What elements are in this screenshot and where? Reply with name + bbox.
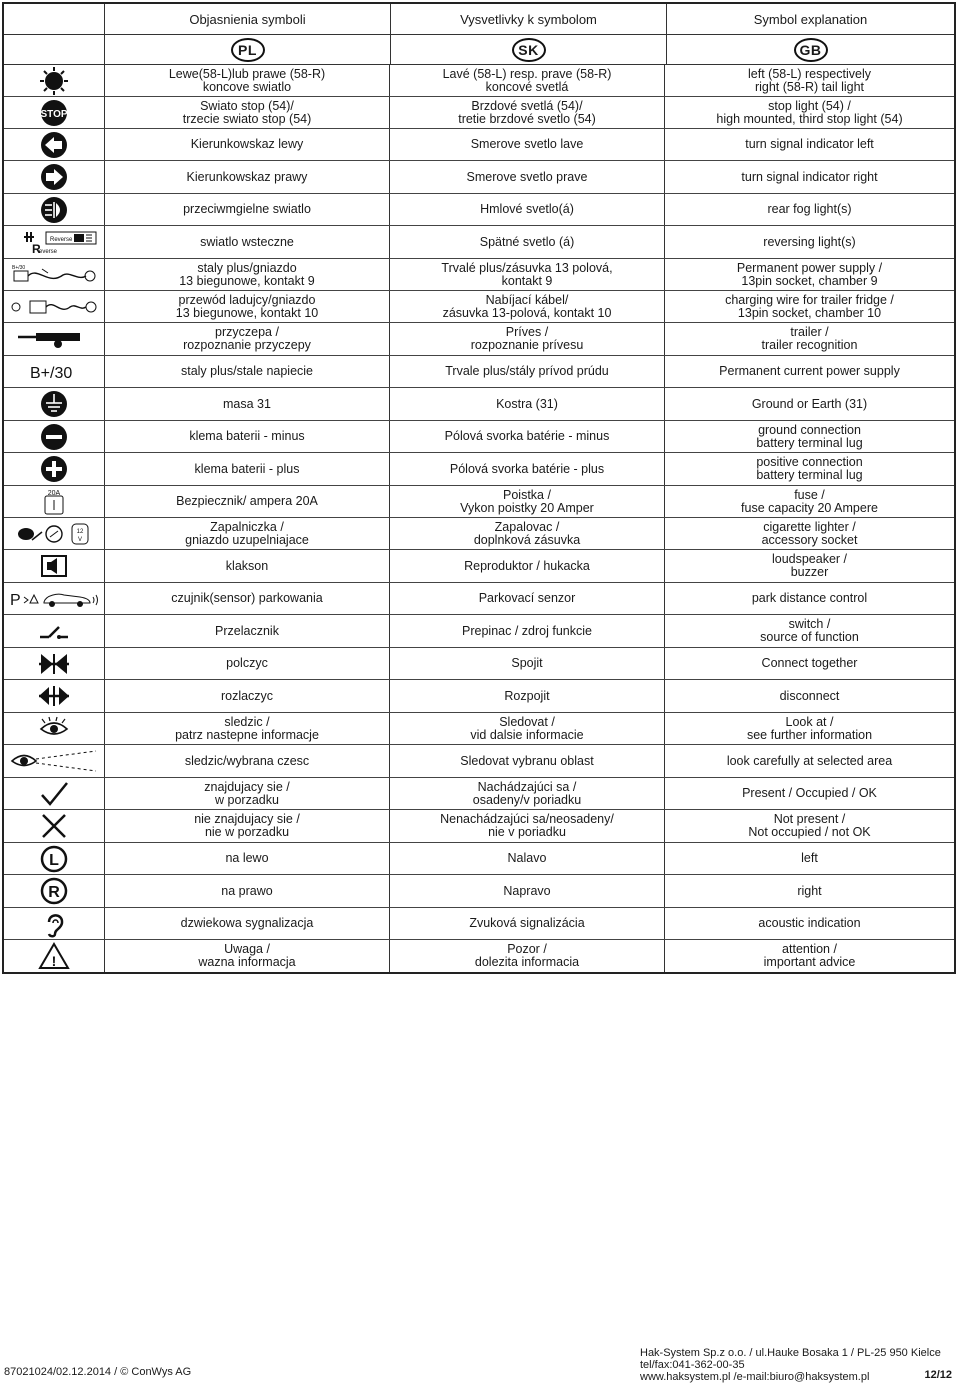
reverse-light-icon: [4, 226, 104, 258]
table-row: [4, 875, 954, 908]
table-row: [4, 486, 954, 518]
parking-sensor-icon: [4, 583, 104, 614]
symbol-table: [2, 2, 956, 974]
cell-pl: staly plus/stale napiecie: [104, 356, 389, 387]
document-id: 87021024/02.12.2014 / © ConWys AG: [4, 1366, 192, 1378]
header-gb: Symbol explanation: [666, 4, 954, 34]
b30-icon: [4, 356, 104, 387]
supply-label: B+/30: [12, 264, 26, 271]
cell-sk: Nalavo: [389, 843, 664, 874]
table-row: [4, 550, 954, 583]
cell-pl: Zapalniczka / gniazdo uzupelniajace: [104, 518, 389, 549]
company-web: www.haksystem.pl /e-mail:biuro@haksystem.pl: [640, 1371, 870, 1383]
cell-sk: Rozpojit: [389, 680, 664, 712]
stop-light-icon: [4, 97, 104, 128]
parking-label: P: [10, 591, 21, 609]
page-number: 12/12: [924, 1369, 952, 1381]
cell-pl: przyczepa / rozpoznanie przyczepy: [104, 323, 389, 355]
cell-sk: Trvale plus/stály prívod prúdu: [389, 356, 664, 387]
table-row: [4, 421, 954, 453]
cell-gb: turn signal indicator right: [664, 161, 954, 193]
cell-pl: nie znajdujacy sie / nie w porzadku: [104, 810, 389, 842]
cell-sk: Nenachádzajúci sa/neosadeny/ nie v poriadku: [389, 810, 664, 842]
cell-sk: Spojit: [389, 648, 664, 679]
cell-sk: Zvuková signalizácia: [389, 908, 664, 939]
cell-gb: stop light (54) / high mounted, third stop light (54): [664, 97, 954, 128]
trailer-icon: [4, 323, 104, 355]
left-label: L: [49, 851, 59, 869]
cell-pl: masa 31: [104, 388, 389, 420]
header-icon-cell: [4, 4, 104, 34]
cell-pl: na prawo: [104, 875, 389, 907]
cell-pl: klema baterii - minus: [104, 421, 389, 452]
cell-sk: Pólová svorka batérie - plus: [389, 453, 664, 485]
cell-pl: dzwiekowa sygnalizacja: [104, 908, 389, 939]
switch-icon: [4, 615, 104, 647]
right-icon: [4, 875, 104, 907]
table-row: [4, 745, 954, 778]
table-row: [4, 810, 954, 843]
cell-sk: Trvalé plus/zásuvka 13 polová, kontakt 9: [389, 259, 664, 290]
table-body: [4, 65, 954, 972]
cell-gb: Not present / Not occupied / not OK: [664, 810, 954, 842]
cell-gb: Present / Occupied / OK: [664, 778, 954, 809]
cell-gb: Connect together: [664, 648, 954, 679]
turn-left-icon: [4, 129, 104, 160]
cell-pl: sledzic / patrz nastepne informacje: [104, 713, 389, 744]
cell-sk: Smerove svetlo prave: [389, 161, 664, 193]
cell-pl: staly plus/gniazdo 13 biegunowe, kontakt 9: [104, 259, 389, 290]
cell-pl: przeciwmgielne swiatlo: [104, 194, 389, 225]
cell-pl: Przelacznik: [104, 615, 389, 647]
company-address: Hak-System Sp.z o.o. / ul.Hauke Bosaka 1 / PL-25 950 Kielce: [640, 1347, 941, 1359]
table-row: [4, 940, 954, 972]
cell-pl: rozlaczyc: [104, 680, 389, 712]
cell-gb: left (58-L) respectively right (58-R) tail light: [664, 65, 954, 96]
cell-gb: acoustic indication: [664, 908, 954, 939]
reverse-label-r: R: [32, 242, 41, 256]
cell-sk: Hmlové svetlo(á): [389, 194, 664, 225]
cell-pl: przewód ladujcy/gniazdo 13 biegunowe, kontakt 10: [104, 291, 389, 322]
cell-pl: znajdujacy sie / w porzadku: [104, 778, 389, 809]
reverse-label-small: everse: [39, 249, 58, 255]
table-row: [4, 648, 954, 680]
language-row: [4, 35, 954, 65]
table-row: [4, 680, 954, 713]
cell-sk: Sledovat vybranu oblast: [389, 745, 664, 777]
table-row: [4, 518, 954, 550]
cell-gb: right: [664, 875, 954, 907]
cell-sk: Poistka / Vykon poistky 20 Amper: [389, 486, 664, 517]
cell-sk: Smerove svetlo lave: [389, 129, 664, 160]
eye-area-icon: [4, 745, 104, 777]
cell-gb: ground connection battery terminal lug: [664, 421, 954, 452]
table-row: [4, 615, 954, 648]
cross-icon: [4, 810, 104, 842]
table-row: [4, 713, 954, 745]
ground-icon: [4, 388, 104, 420]
cell-pl: Swiato stop (54)/ trzecie swiato stop (54): [104, 97, 389, 128]
right-label: R: [48, 884, 60, 901]
cell-gb: loudspeaker / buzzer: [664, 550, 954, 582]
cell-gb: fuse / fuse capacity 20 Ampere: [664, 486, 954, 517]
eye-icon: [4, 713, 104, 744]
cell-pl: klema baterii - plus: [104, 453, 389, 485]
warning-label: !: [51, 953, 57, 969]
cell-pl: czujnik(sensor) parkowania: [104, 583, 389, 614]
turn-right-icon: [4, 161, 104, 193]
table-row: [4, 843, 954, 875]
cell-gb: Look at / see further information: [664, 713, 954, 744]
permanent-supply-icon: [4, 259, 104, 290]
table-row: [4, 388, 954, 421]
cell-pl: Uwaga / wazna informacja: [104, 940, 389, 972]
cell-gb: Permanent current power supply: [664, 356, 954, 387]
company-phone: tel/fax:041-362-00-35: [640, 1359, 745, 1371]
table-row: [4, 129, 954, 161]
cell-gb: park distance control: [664, 583, 954, 614]
check-icon: [4, 778, 104, 809]
stop-label: STOP: [40, 108, 68, 120]
warning-icon: [4, 940, 104, 972]
left-icon: [4, 843, 104, 874]
cell-pl: Kierunkowskaz prawy: [104, 161, 389, 193]
lang-badge-pl: PL: [231, 38, 265, 62]
lang-badge-sk: SK: [512, 38, 546, 62]
table-row: [4, 908, 954, 940]
cell-sk: Lavé (58-L) resp. prave (58-R) koncové svetlá: [389, 65, 664, 96]
connect-icon: [4, 648, 104, 679]
cell-gb: positive connection battery terminal lug: [664, 453, 954, 485]
cell-pl: swiatlo wsteczne: [104, 226, 389, 258]
table-row: [4, 356, 954, 388]
cell-sk: Spätné svetlo (á): [389, 226, 664, 258]
cell-pl: klakson: [104, 550, 389, 582]
cell-sk: Pólová svorka batérie - minus: [389, 421, 664, 452]
cell-pl: na lewo: [104, 843, 389, 874]
lighter-icon: [4, 518, 104, 549]
cell-gb: reversing light(s): [664, 226, 954, 258]
cell-gb: turn signal indicator left: [664, 129, 954, 160]
table-row: [4, 453, 954, 486]
cell-gb: disconnect: [664, 680, 954, 712]
table-row: [4, 583, 954, 615]
fuse-icon: [4, 486, 104, 517]
cell-sk: Zapalovac / doplnková zásuvka: [389, 518, 664, 549]
table-row: [4, 291, 954, 323]
table-row: [4, 194, 954, 226]
cell-gb: Ground or Earth (31): [664, 388, 954, 420]
cell-sk: Sledovat / vid dalsie informacie: [389, 713, 664, 744]
cell-gb: Permanent power supply / 13pin socket, chamber 9: [664, 259, 954, 290]
cell-sk: Pozor / dolezita informacia: [389, 940, 664, 972]
cell-pl: Lewe(58-L)lub prawe (58-R) koncove swiatlo: [104, 65, 389, 96]
header-sk: Vysvetlivky k symbolom: [390, 4, 666, 34]
lighter-label-v: V: [77, 536, 83, 543]
table-row: [4, 226, 954, 259]
table-row: [4, 97, 954, 129]
cell-pl: Bezpiecznik/ ampera 20A: [104, 486, 389, 517]
cell-gb: attention / important advice: [664, 940, 954, 972]
lighter-label-12: 12: [76, 528, 84, 535]
cell-gb: switch / source of function: [664, 615, 954, 647]
cell-gb: cigarette lighter / accessory socket: [664, 518, 954, 549]
cell-gb: rear fog light(s): [664, 194, 954, 225]
cell-sk: Prepinac / zdroj funkcie: [389, 615, 664, 647]
ear-icon: [4, 908, 104, 939]
cell-gb: left: [664, 843, 954, 874]
cell-sk: Parkovací senzor: [389, 583, 664, 614]
company-info: [640, 1347, 941, 1383]
cell-sk: Reproduktor / hukacka: [389, 550, 664, 582]
minus-icon: [4, 421, 104, 452]
fuse-label: 20A: [47, 489, 61, 497]
cell-sk: Nabíjací kábel/ zásuvka 13-polová, kontakt 10: [389, 291, 664, 322]
cell-gb: charging wire for trailer fridge / 13pin socket, chamber 10: [664, 291, 954, 322]
table-row: [4, 65, 954, 97]
cell-sk: Brzdové svetlá (54)/ tretie brzdové svetlo (54): [389, 97, 664, 128]
table-row: [4, 778, 954, 810]
tail-light-icon: [4, 65, 104, 96]
header-pl: Objasnienia symboli: [104, 4, 390, 34]
cell-sk: Napravo: [389, 875, 664, 907]
cell-pl: sledzic/wybrana czesc: [104, 745, 389, 777]
cell-pl: Kierunkowskaz lewy: [104, 129, 389, 160]
fog-light-icon: [4, 194, 104, 225]
reverse-label-box: Reverse: [50, 237, 73, 243]
table-header: [4, 4, 954, 35]
cell-sk: Príves / rozpoznanie prívesu: [389, 323, 664, 355]
disconnect-icon: [4, 680, 104, 712]
cell-sk: Kostra (31): [389, 388, 664, 420]
table-row: [4, 161, 954, 194]
speaker-icon: [4, 550, 104, 582]
cell-gb: trailer / trailer recognition: [664, 323, 954, 355]
lang-badge-gb: GB: [794, 38, 828, 62]
table-row: [4, 259, 954, 291]
table-row: [4, 323, 954, 356]
cell-pl: polczyc: [104, 648, 389, 679]
charging-wire-icon: [4, 291, 104, 322]
plus-icon: [4, 453, 104, 485]
cell-sk: Nachádzajúci sa / osadeny/v poriadku: [389, 778, 664, 809]
cell-gb: look carefully at selected area: [664, 745, 954, 777]
b30-label: B+/30: [30, 364, 73, 382]
